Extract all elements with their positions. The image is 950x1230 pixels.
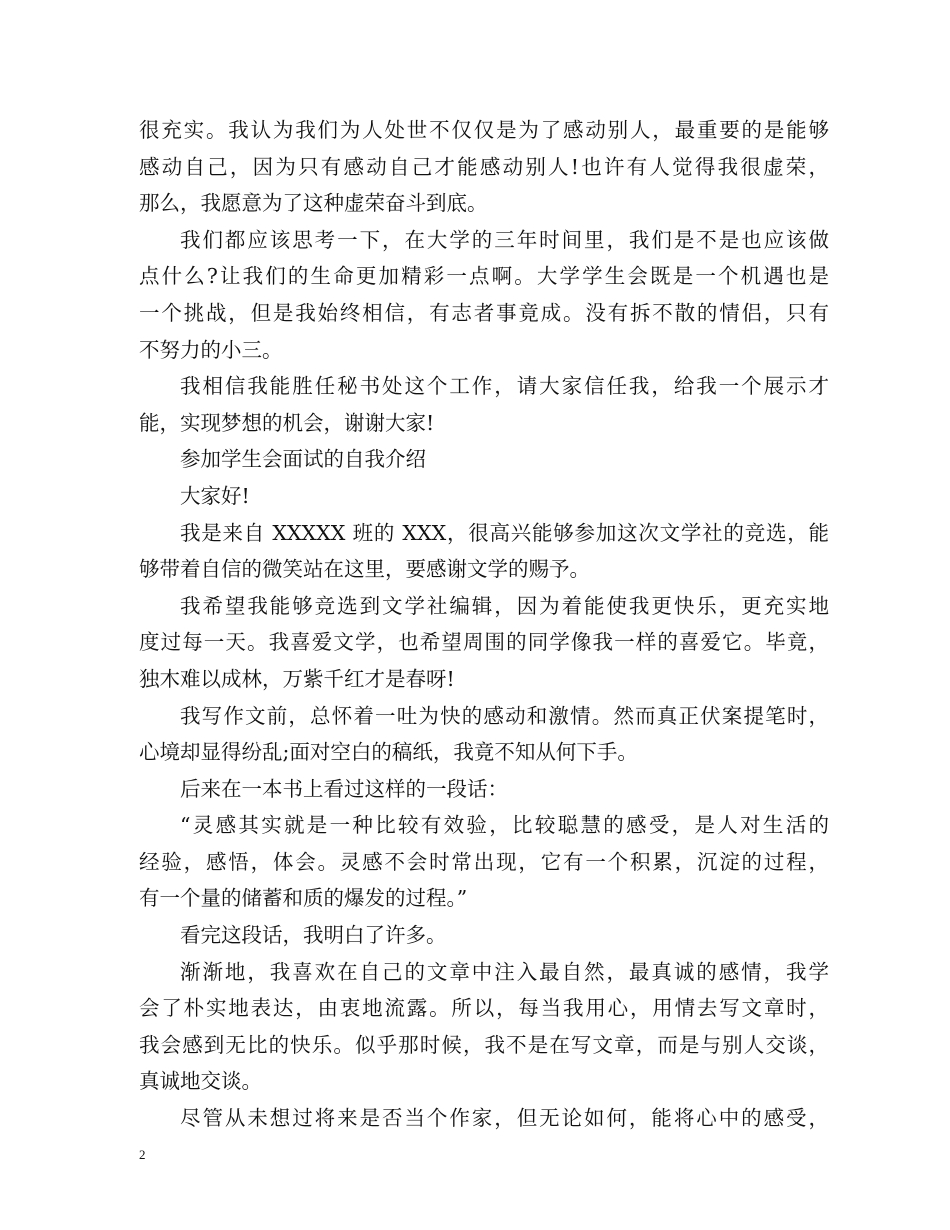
text-line: 我会感到无比的快乐。似乎那时候，我不是在写文章，而是与别人交谈， [139,1032,829,1057]
text-line: “灵感其实就是一种比较有效验，比较聪慧的感受，是人对生活的 [180,813,829,838]
text-line: 很充实。我认为我们为人处世不仅仅是为了感动别人，最重要的是能够 [139,118,829,142]
text-line: 不努力的小三。 [139,337,283,362]
text-line: 尽管从未想过将来是否当个作家，但无论如何，能将心中的感受， [180,1106,829,1131]
text-line: 经验，感悟，体会。灵感不会时常出现，它有一个积累，沉淀的过程， [139,849,829,874]
text-line: 独木难以成林，万紫千红才是春呀! [139,666,455,691]
text-line: 真诚地交谈。 [139,1069,262,1094]
text-line: 我相信我能胜任秘书处这个工作，请大家信任我，给我一个展示才 [180,374,829,399]
page-number: 2 [139,1147,146,1162]
text-line: 一个挑战，但是我始终相信，有志者事竟成。没有拆不散的情侣，只有 [139,300,829,325]
text-line: 我希望我能够竞选到文学社编辑，因为着能使我更快乐，更充实地 [180,593,829,618]
text-line: 看完这段话，我明白了许多。 [180,923,447,948]
text-line: 大家好! [180,483,250,508]
text-line: 我们都应该思考一下，在大学的三年时间里，我们是不是也应该做 [180,227,829,252]
text-line: 有一个量的储蓄和质的爆发的过程。” [139,886,468,911]
document-body [139,112,829,1137]
text-line: 我写作文前，总怀着一吐为快的感动和激情。然而真正伏案提笔时， [180,703,829,728]
text-line: 参加学生会面试的自我介绍 [180,447,426,472]
text-line: 会了朴实地表达，由衷地流露。所以，每当我用心，用情去写文章时， [139,996,829,1021]
text-line: 后来在一本书上看过这样的一段话： [180,776,508,801]
text-line: 感动自己，因为只有感动自己才能感动别人!也许有人觉得我很虚荣， [139,154,829,179]
text-line: 能，实现梦想的机会，谢谢大家! [139,410,435,435]
text-line: 我是来自 XXXXX 班的 XXX，很高兴能够参加这次文学社的竞选，能 [180,520,829,545]
text-line: 渐渐地，我喜欢在自己的文章中注入最自然，最真诚的感情，我学 [180,959,829,984]
text-line: 度过每一天。我喜爱文学，也希望周围的同学像我一样的喜爱它。毕竟， [139,630,829,655]
text-line: 点什么?让我们的生命更加精彩一点啊。大学学生会既是一个机遇也是 [139,264,829,289]
text-line: 够带着自信的微笑站在这里，要感谢文学的赐予。 [139,557,590,582]
text-line: 心境却显得纷乱;面对空白的稿纸，我竟不知从何下手。 [139,740,638,765]
text-line: 那么，我愿意为了这种虚荣奋斗到底。 [139,191,488,216]
